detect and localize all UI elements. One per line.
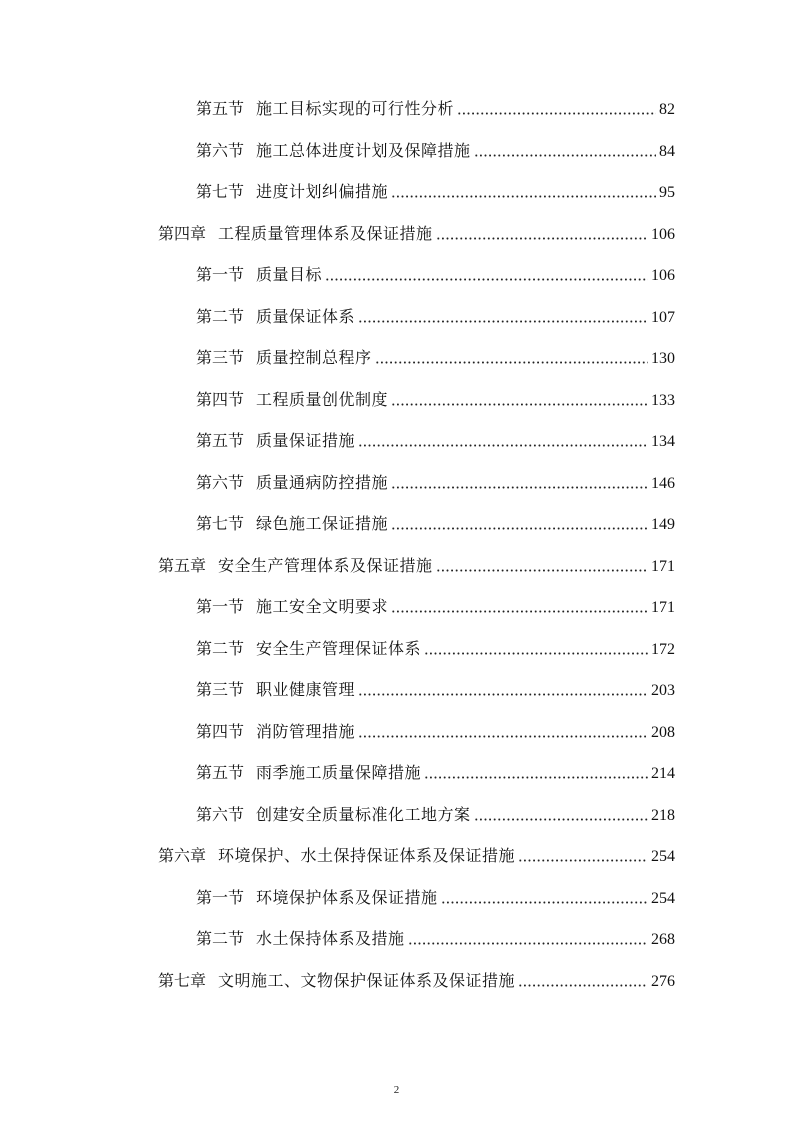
toc-chapter-entry[interactable] [158,968,675,994]
toc-entry-page: 208 [651,724,675,741]
page-number: 2 [393,1084,400,1096]
dot-leader [358,444,648,447]
toc-entry[interactable] [196,636,675,662]
dot-leader [474,154,656,157]
toc-entry-title: 施工安全文明要求 [256,597,389,616]
toc-entry[interactable] [196,594,675,620]
toc-chapter-entry[interactable] [158,221,675,247]
toc-entry-page: 82 [659,101,675,118]
toc-entry-page: 84 [659,143,675,160]
toc-entry[interactable] [196,96,675,122]
toc-entry[interactable] [196,179,675,205]
toc-entry-page: 254 [651,890,675,907]
toc-entry[interactable] [196,262,675,288]
toc-entry-page: 254 [651,848,675,865]
toc-entry-title: 文明施工、文物保护保证体系及保证措施 [218,971,516,990]
toc-entry[interactable] [196,470,675,496]
dot-leader [436,569,648,572]
dot-leader [391,195,656,198]
dot-leader [358,320,648,323]
toc-entry-title: 雨季施工质量保障措施 [256,763,422,782]
dot-leader [325,278,648,281]
toc-entry-page: 171 [651,558,675,575]
toc-entry[interactable] [196,760,675,786]
dot-leader [457,112,656,115]
toc-entry-number: 第三节 [196,680,245,699]
toc-entry-page: 146 [651,475,675,492]
toc-entry-title: 进度计划纠偏措施 [256,182,389,201]
toc-entry[interactable] [196,387,675,413]
toc-entry-page: 107 [651,309,675,326]
toc-entry-title: 质量目标 [256,265,323,284]
toc-entry-number: 第二节 [196,929,245,948]
toc-entry[interactable] [196,677,675,703]
dot-leader [424,652,648,655]
toc-entry-title: 质量保证体系 [256,307,356,326]
toc-entry-page: 276 [651,973,675,990]
toc-entry-number: 第二节 [196,307,245,326]
toc-entry-page: 149 [651,516,675,533]
toc-entry-title: 消防管理措施 [256,722,356,741]
toc-entry-title: 环境保护体系及保证措施 [256,888,438,907]
toc-entry-number: 第六节 [196,141,245,160]
toc-entry-number: 第四节 [196,390,245,409]
dot-leader [436,237,648,240]
toc-entry-page: 268 [651,931,675,948]
dot-leader [358,735,648,738]
toc-entry-number: 第二节 [196,639,245,658]
toc-entry-number: 第五节 [196,99,245,118]
toc-entry-title: 创建安全质量标准化工地方案 [256,805,471,824]
toc-entry-number: 第七章 [158,971,207,990]
toc-entry-number: 第一节 [196,265,245,284]
toc-entry-title: 绿色施工保证措施 [256,514,389,533]
toc-entry-number: 第四节 [196,722,245,741]
toc-entry-page: 134 [651,433,675,450]
dot-leader [474,818,648,821]
toc-entry-number: 第六节 [196,805,245,824]
toc-entry[interactable] [196,511,675,537]
toc-entry-number: 第五节 [196,763,245,782]
toc-entry-number: 第六节 [196,473,245,492]
toc-entry-page: 171 [651,599,675,616]
toc-entry[interactable] [196,802,675,828]
toc-entry[interactable] [196,885,675,911]
toc-entry-page: 106 [651,267,675,284]
dot-leader [391,527,648,530]
dot-leader [391,403,648,406]
toc-entry-number: 第五章 [158,556,207,575]
dot-leader [408,942,648,945]
dot-leader [424,776,648,779]
toc-entry-number: 第三节 [196,348,245,367]
toc-entry[interactable] [196,304,675,330]
toc-entry-number: 第五节 [196,431,245,450]
toc-entry-title: 安全生产管理体系及保证措施 [218,556,433,575]
toc-entry-page: 95 [659,184,675,201]
toc-entry-page: 203 [651,682,675,699]
toc-entry[interactable] [196,719,675,745]
toc-entry-title: 施工总体进度计划及保障措施 [256,141,471,160]
dot-leader [375,361,648,364]
toc-entry-title: 安全生产管理保证体系 [256,639,422,658]
toc-entry-title: 施工目标实现的可行性分析 [256,99,455,118]
toc-entry-title: 工程质量创优制度 [256,390,389,409]
toc-entry-page: 214 [651,765,675,782]
dot-leader [441,901,648,904]
toc-entry-title: 水土保持体系及措施 [256,929,405,948]
toc-entry[interactable] [196,138,675,164]
toc-entry-title: 质量通病防控措施 [256,473,389,492]
toc-entry-title: 质量保证措施 [256,431,356,450]
dot-leader [518,859,648,862]
toc-chapter-entry[interactable] [158,843,675,869]
toc-entry-page: 218 [651,807,675,824]
dot-leader [358,693,648,696]
dot-leader [391,610,648,613]
toc-entry-number: 第四章 [158,224,207,243]
toc-entry-number: 第一节 [196,888,245,907]
toc-entry-page: 172 [651,641,675,658]
toc-entry-page: 106 [651,226,675,243]
toc-entry[interactable] [196,428,675,454]
toc-entry[interactable] [196,926,675,952]
toc-entry-title: 职业健康管理 [256,680,356,699]
toc-entry-title: 环境保护、水土保持保证体系及保证措施 [218,846,516,865]
toc-entry-number: 第七节 [196,514,245,533]
toc-entry-title: 工程质量管理体系及保证措施 [218,224,433,243]
toc-entry-title: 质量控制总程序 [256,348,372,367]
toc-entry-number: 第七节 [196,182,245,201]
toc-entry-page: 133 [651,392,675,409]
dot-leader [391,486,648,489]
toc-entry-page: 130 [651,350,675,367]
toc-entry-number: 第一节 [196,597,245,616]
toc-entry-number: 第六章 [158,846,207,865]
dot-leader [518,984,648,987]
toc-chapter-entry[interactable] [158,553,675,579]
toc-entry[interactable] [196,345,675,371]
